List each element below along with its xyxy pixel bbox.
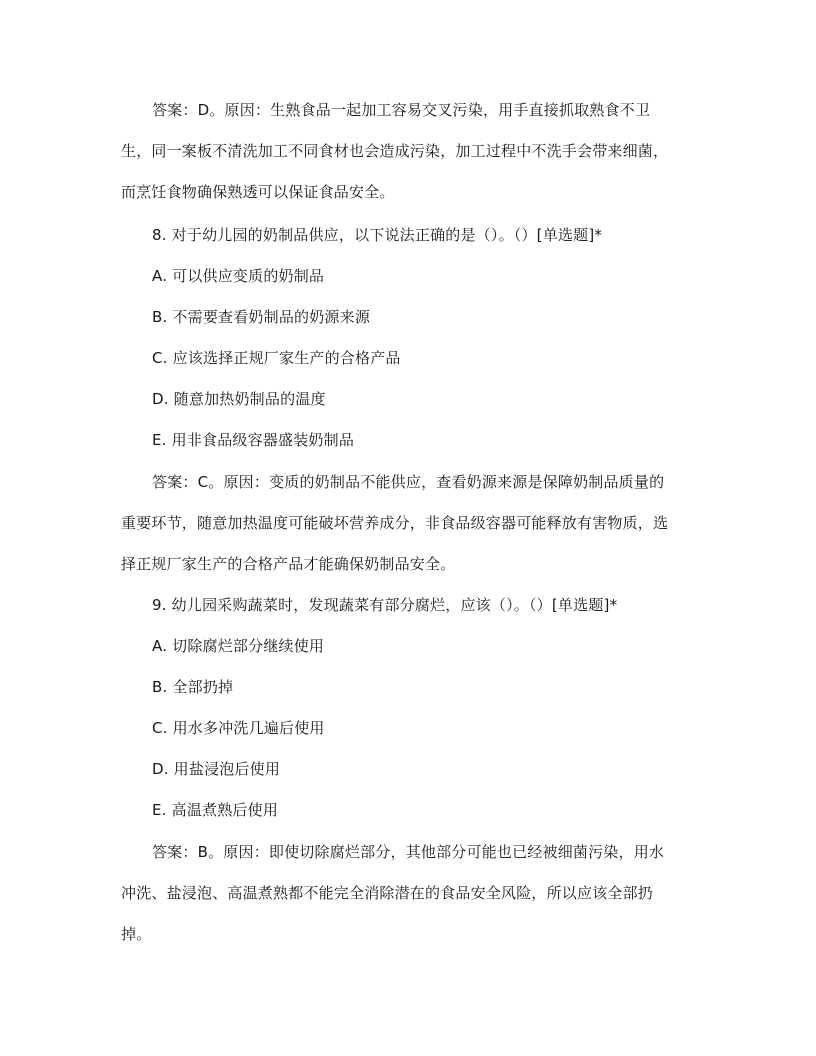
question8-option-b: B. 不需要查看奶制品的奶源来源 bbox=[152, 308, 371, 326]
question8-answer-line2: 重要环节，随意加热温度可能破坏营养成分，非食品级容器可能释放有害物质，选 bbox=[121, 514, 669, 532]
question8-answer-line3: 择正规厂家生产的合格产品才能确保奶制品安全。 bbox=[121, 555, 456, 573]
question8-option-e: E. 用非食品级容器盛装奶制品 bbox=[152, 431, 355, 449]
question9-answer-line3: 掉。 bbox=[121, 925, 152, 943]
question8-option-c: C. 应该选择正规厂家生产的合格产品 bbox=[152, 349, 401, 367]
question8-answer-line1: 答案：C。原因：变质的奶制品不能供应，查看奶源来源是保障奶制品质量的 bbox=[152, 473, 665, 491]
question9-option-a: A. 切除腐烂部分继续使用 bbox=[152, 637, 325, 655]
question9-option-d: D. 用盐浸泡后使用 bbox=[152, 760, 281, 778]
question9-answer-line2: 冲洗、盐浸泡、高温煮熟都不能完全消除潜在的食品安全风险，所以应该全部扔 bbox=[121, 884, 654, 902]
question8-stem: 8. 对于幼儿园的奶制品供应，以下说法正确的是（）。（）[单选题]* bbox=[152, 226, 603, 244]
question9-option-c: C. 用水多冲洗几遍后使用 bbox=[152, 719, 325, 737]
answer7-line1: 答案：D。原因：生熟食品一起加工容易交叉污染，用手直接抓取熟食不卫 bbox=[152, 101, 651, 119]
question9-option-e: E. 高温煮熟后使用 bbox=[152, 801, 279, 819]
question8-option-d: D. 随意加热奶制品的温度 bbox=[152, 390, 326, 408]
question9-stem: 9. 幼儿园采购蔬菜时，发现蔬菜有部分腐烂，应该（）。（）[单选题]* bbox=[152, 596, 618, 614]
question9-answer-line1: 答案：B。原因：即使切除腐烂部分，其他部分可能也已经被细菌污染，用水 bbox=[152, 843, 665, 861]
answer7-line3: 而烹饪食物确保熟透可以保证食品安全。 bbox=[121, 183, 395, 201]
question9-option-b: B. 全部扔掉 bbox=[152, 678, 234, 696]
answer7-line2: 生，同一案板不清洗加工不同食材也会造成污染，加工过程中不洗手会带来细菌， bbox=[121, 142, 669, 160]
question8-option-a: A. 可以供应变质的奶制品 bbox=[152, 267, 325, 285]
